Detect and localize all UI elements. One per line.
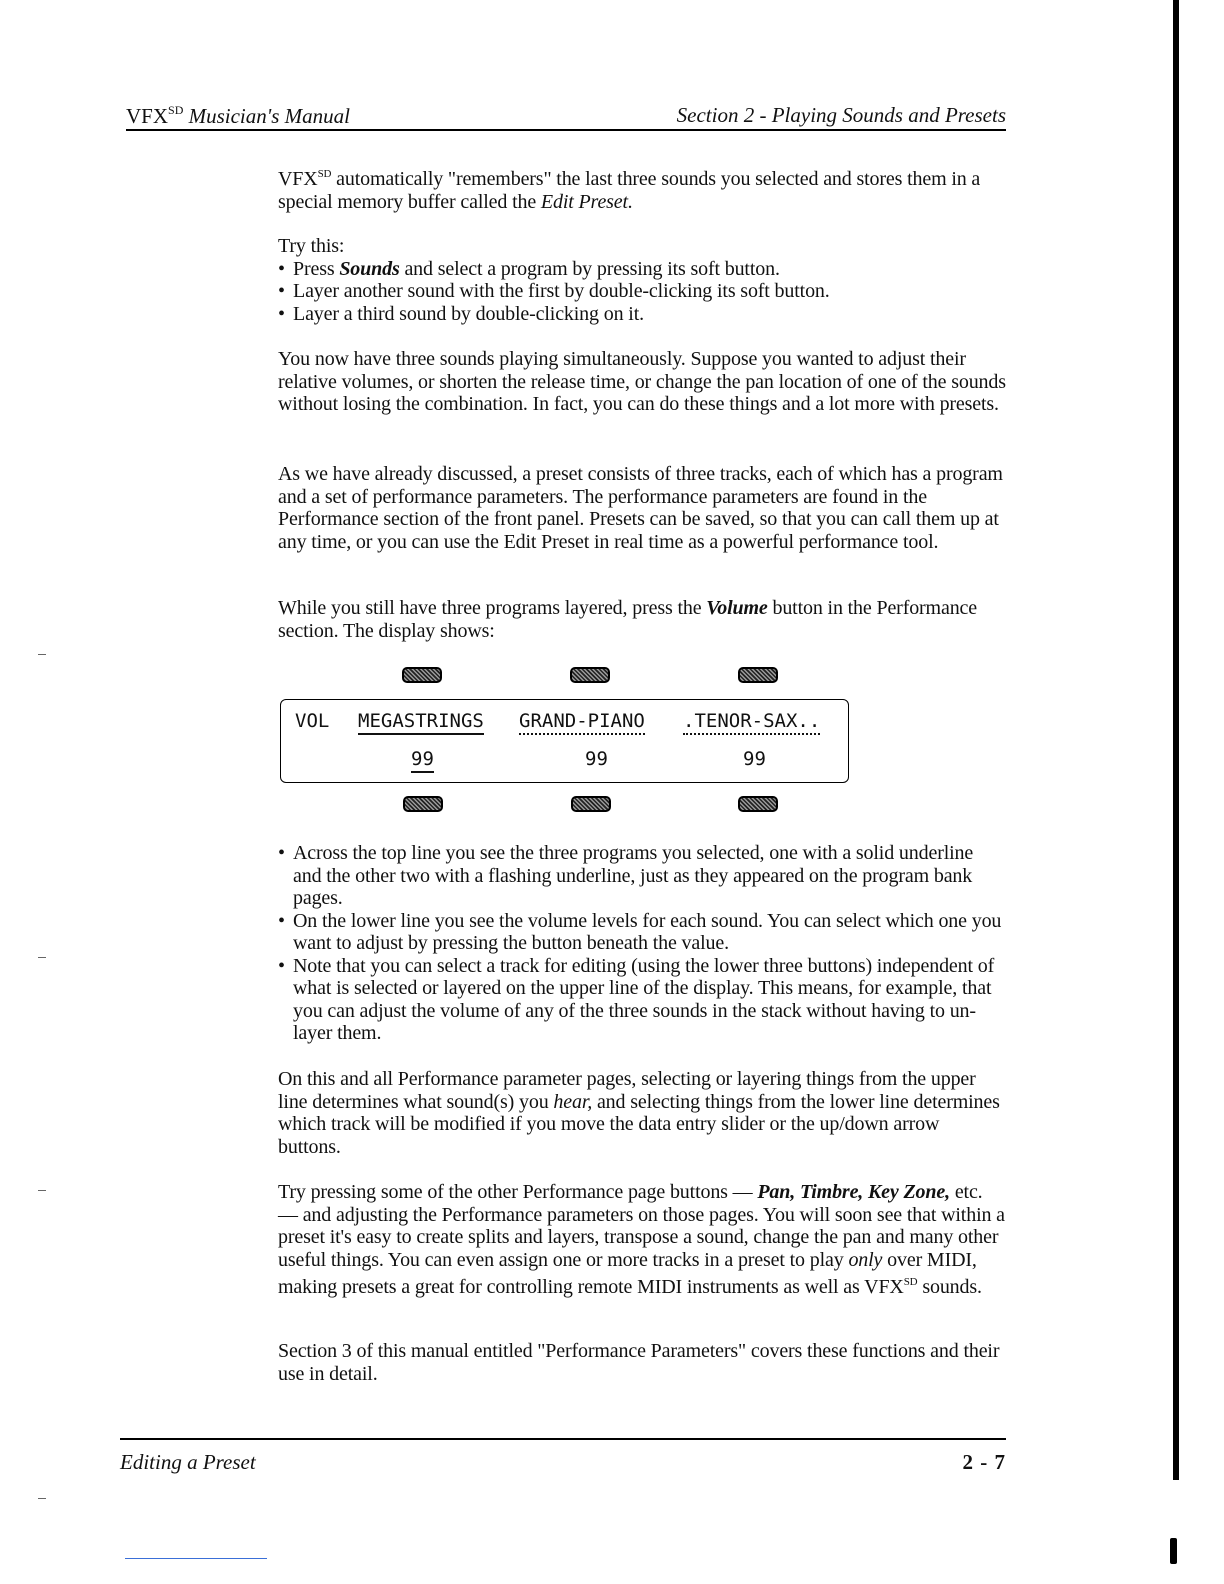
intro-paragraph: $VFX^{SD}$ automatically "remembers" the last three sounds you selected and stores them in a special memory buffer called the Edit Preset. (278, 168, 981, 213)
page-edge-bar (1173, 0, 1179, 1480)
page-header (126, 103, 1006, 129)
try-this-block (278, 235, 1006, 325)
list-item: • Press Sounds and select a program by pressing its soft button. (278, 258, 1006, 281)
paragraph: Section 3 of this manual entitled "Performance Parameters" covers these functions and their use in detail. (278, 1340, 1000, 1385)
list-item: • Layer a third sound by double-clicking on it. (278, 303, 1006, 326)
display-notes (278, 842, 1006, 1045)
lower-soft-button[interactable] (738, 796, 778, 812)
upper-soft-button[interactable] (570, 667, 610, 683)
display-value: 99 (411, 748, 434, 773)
display-label: VOL (295, 710, 330, 732)
lower-soft-button[interactable] (571, 796, 611, 812)
margin-mark (38, 1498, 46, 1499)
page-edge-mark (1170, 1538, 1177, 1564)
lcd-display (280, 699, 849, 783)
display-program: MEGASTRINGS (358, 710, 484, 735)
display-value: 99 (743, 748, 766, 770)
try-this-label: Try this: (278, 235, 345, 257)
section-title: Section 2 - Playing Sounds and Presets (676, 103, 1006, 127)
lower-soft-button[interactable] (403, 796, 443, 812)
header-rule (126, 129, 1006, 131)
display-program: .TENOR-SAX.. (683, 710, 820, 735)
list-item: • Across the top line you see the three programs you selected, one with a solid underline and the other two with a flashing underline, just as they appeared on the program bank pages. (278, 842, 1006, 910)
lower-soft-buttons (0, 796, 1224, 812)
footer-title: Editing a Preset (120, 1450, 256, 1474)
paragraph: While you still have three programs layered, press the Volume button in the Performance section. The display shows: (278, 597, 977, 642)
list-item: • On the lower line you see the volume levels for each sound. You can select which one you want to adjust by pressing the button beneath the value. (278, 910, 1006, 955)
footer-rule (120, 1438, 1006, 1440)
paragraph: You now have three sounds playing simultaneously. Suppose you wanted to adjust their relative volumes, or shorten the release time, or change the pan location of one of the sounds without losing the combination. In fact, you can do these things and a lot more with presets. (278, 348, 1006, 415)
upper-soft-buttons (0, 667, 1224, 683)
list-item: • Note that you can select a track for editing (using the lower three buttons) independent of what is selected or layered on the upper line of the display. This means, for example, that you can adjust the volume of any of the three sounds in the stack without having to un-layer them. (278, 955, 1006, 1045)
margin-mark (38, 957, 46, 958)
margin-mark (38, 1190, 46, 1191)
list-item: • Layer another sound with the first by double-clicking its soft button. (278, 280, 1006, 303)
bottom-link-line (125, 1558, 267, 1559)
paragraph: On this and all Performance parameter pages, selecting or layering things from the upper line determines what sound(s) you hear, and selecting things from the lower line determines which track will be modified if you move the data entry slider or the up/down arrow buttons. (278, 1068, 1000, 1158)
page-number: 2 - 7 (962, 1450, 1006, 1474)
paragraph: As we have already discussed, a preset consists of three tracks, each of which has a program and a set of performance parameters. The performance parameters are found in the Performance section of the front panel. Presets can be saved, so that you can call them up at any time, or you can use the Edit Preset in real time as a powerful performance tool. (278, 463, 1003, 553)
margin-mark (38, 654, 46, 655)
display-program: GRAND-PIANO (519, 710, 645, 735)
upper-soft-button[interactable] (402, 667, 442, 683)
paragraph: Try pressing some of the other Performance page buttons — Pan, Timbre, Key Zone, etc. — and adjusting the Performance parameters on those pages. You will soon see that within a preset it's easy to create splits and layers, transpose a sound, change the pan and many other useful things. You can even assign one or more tracks in a preset to play only over MIDI, making presets a great for controlling remote MIDI instruments as well as $VFX^{SD}$ sounds. (278, 1181, 1005, 1298)
display-value: 99 (585, 748, 608, 770)
upper-soft-button[interactable] (738, 667, 778, 683)
manual-title: $VFX^{SD}$ Musician's Manual (126, 103, 351, 128)
